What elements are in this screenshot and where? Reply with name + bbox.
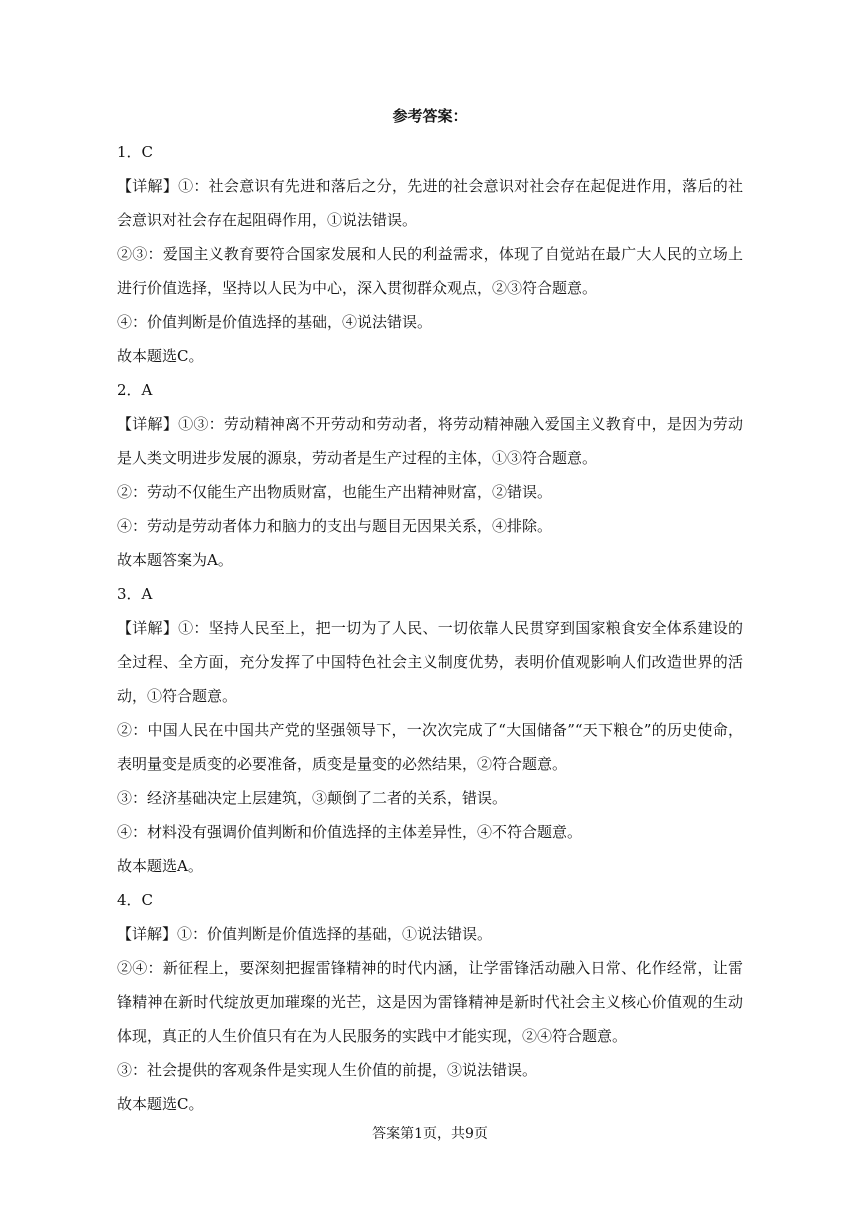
explanation-paragraph: ②：劳动不仅能生产出物质财富，也能生产出精神财富，②错误。 bbox=[117, 483, 553, 501]
conclusion-paragraph: 故本题选C。 bbox=[117, 347, 204, 365]
conclusion-paragraph: 故本题答案为A。 bbox=[117, 551, 233, 569]
explanation-paragraph: ④：劳动是劳动者体力和脑力的支出与题目无因果关系，④排除。 bbox=[117, 517, 553, 535]
explanation-paragraph: 【详解】①：坚持人民至上，把一切为了人民、一切依靠人民贯穿到国家粮食安全体系建设的全过程、全方面，充分发挥了中国特色社会主义制度优势，表明价值观影响人们改造世界的活动，①符合题意。 bbox=[117, 619, 743, 705]
answer-block-3 bbox=[117, 577, 743, 883]
answer-block-4 bbox=[117, 883, 743, 1121]
question-number: 4．C bbox=[117, 891, 154, 909]
explanation-paragraph: ②③：爱国主义教育要符合国家发展和人民的利益需求，体现了自觉站在最广大人民的立场上进行价值选择，坚持以人民为中心，深入贯彻群众观点，②③符合题意。 bbox=[117, 245, 743, 297]
explanation-paragraph: ③：经济基础决定上层建筑，③颠倒了二者的关系，错误。 bbox=[117, 789, 508, 807]
question-number: 2．A bbox=[117, 381, 153, 399]
conclusion-paragraph: 故本题选A。 bbox=[117, 857, 203, 875]
explanation-paragraph: ②④：新征程上，要深刻把握雷锋精神的时代内涵，让学雷锋活动融入日常、化作经常，让雷锋精神在新时代绽放更加璀璨的光芒，这是因为雷锋精神是新时代社会主义核心价值观的生动体现，真正的人生价值只有在为人民服务的实践中才能实现，②④符合题意。 bbox=[117, 959, 743, 1045]
question-number: 3．A bbox=[117, 585, 153, 603]
explanation-paragraph: ④：价值判断是价值选择的基础，④说法错误。 bbox=[117, 313, 433, 331]
page-footer: 答案第1页，共9页 bbox=[372, 1126, 488, 1142]
explanation-paragraph: 【详解】①：社会意识有先进和落后之分，先进的社会意识对社会存在起促进作用，落后的社会意识对社会存在起阻碍作用，①说法错误。 bbox=[117, 177, 743, 229]
explanation-paragraph: 【详解】①：价值判断是价值选择的基础，①说法错误。 bbox=[117, 925, 493, 943]
conclusion-paragraph: 故本题选C。 bbox=[117, 1095, 204, 1113]
answer-block-2 bbox=[117, 373, 743, 577]
question-number: 1．C bbox=[117, 143, 154, 161]
explanation-paragraph: ③：社会提供的客观条件是实现人生价值的前提，③说法错误。 bbox=[117, 1061, 538, 1079]
answer-block-1 bbox=[117, 135, 743, 373]
answer-list bbox=[117, 135, 743, 1121]
explanation-paragraph: ④：材料没有强调价值判断和价值选择的主体差异性，④不符合题意。 bbox=[117, 823, 583, 841]
explanation-paragraph: 【详解】①③：劳动精神离不开劳动和劳动者，将劳动精神融入爱国主义教育中，是因为劳动是人类文明进步发展的源泉，劳动者是生产过程的主体，①③符合题意。 bbox=[117, 415, 743, 467]
page-title: 参考答案： bbox=[392, 107, 468, 125]
explanation-paragraph: ②：中国人民在中国共产党的坚强领导下，一次次完成了“大国储备”“天下粮仓”的历史使命，表明量变是质变的必要准备，质变是量变的必然结果，②符合题意。 bbox=[117, 721, 743, 773]
